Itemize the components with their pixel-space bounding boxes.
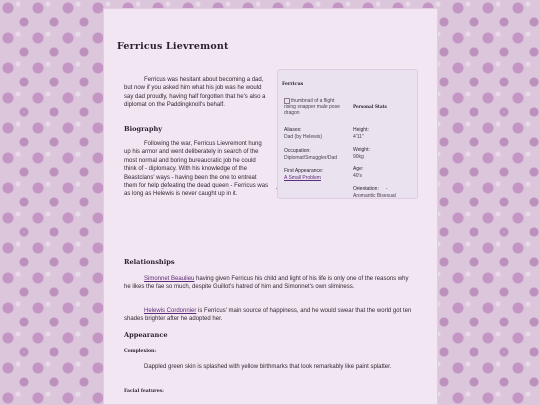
orientation-label: Orientation:: [353, 186, 379, 192]
occupation-label: Occupation:: [284, 148, 311, 154]
aliases-value: Dad (by Helewis): [284, 134, 323, 140]
page-title: Ferricus Lievremont: [117, 41, 229, 52]
facial-features-heading: Facial features:: [124, 389, 164, 394]
personal-stats-heading: Personal Stats: [353, 104, 387, 109]
biography-heading: Biography: [124, 125, 163, 133]
weight-value: 90kg: [353, 154, 364, 160]
relationship-item: [124, 307, 414, 324]
complexion-heading: Complexion:: [124, 349, 157, 354]
appearance-heading: Appearance: [124, 331, 168, 339]
age-label: Age:: [353, 166, 364, 172]
relationship-text: having given Ferricus his child and light of his life is only one of the reasons why he likes the fae so much, despite Guillot's hatred of him and Simonnet's own sliminess.: [124, 276, 409, 291]
biography-text: Following the war, Ferricus Lievremont hung up his armor and went deliberately in search of the most normal and boring bureaucratic job he could think of - diplomacy. With his knowledge of the Beastclans' ways - having been the one to entreat them for help defeating the dead queen - Ferricus was: [124, 141, 269, 188]
complexion-paragraph: Dappled green skin is splashed with yellow birthmarks that look remarkably like paint splatter.: [144, 364, 392, 370]
relationships-heading: Relationships: [124, 258, 175, 266]
relationship-link-simonnet[interactable]: Simonnet Beaulieu: [144, 276, 195, 282]
thumbnail-alt-text: thumbnail of a flight rising snapper male pose dragon: [284, 98, 340, 116]
aliases-label: Aliases:: [284, 127, 302, 133]
height-label: Height:: [353, 127, 369, 133]
infobox: [277, 69, 418, 199]
orientation-value: Aromantic Bisexual: [353, 193, 396, 199]
biography-text-continued: as long as Helewis is never caught up in it.: [124, 191, 238, 198]
relationship-link-helewis[interactable]: Helewis Cordonnier: [144, 308, 197, 314]
infobox-title: Ferricus: [282, 82, 304, 87]
weight-label: Weight:: [353, 147, 370, 153]
biography-paragraph-bottom: [124, 188, 414, 252]
relationship-text: is Ferricus' main source of happiness, and he would swear that the world got ten shades brighter after he adopted her.: [124, 308, 412, 323]
age-value: 40's: [353, 173, 363, 179]
intro-paragraph: Ferricus was hesitant about becoming a dad, but now if you asked him what his job was he would say dad proudly, having half forgotten that he's also a diplomat on the Paddingknoll's behalf.: [124, 77, 266, 109]
biography-paragraph-top: [124, 140, 269, 188]
occupation-value: Diplomat/Smuggler/Dad: [284, 155, 338, 161]
height-value: 4'11": [353, 134, 364, 140]
first-appearance-link[interactable]: A Small Problem: [284, 175, 321, 181]
content-panel: [103, 8, 438, 405]
dragon-thumbnail: [284, 98, 346, 116]
first-appearance-label: First Appearance:: [284, 168, 324, 174]
relationship-item: [124, 275, 414, 292]
